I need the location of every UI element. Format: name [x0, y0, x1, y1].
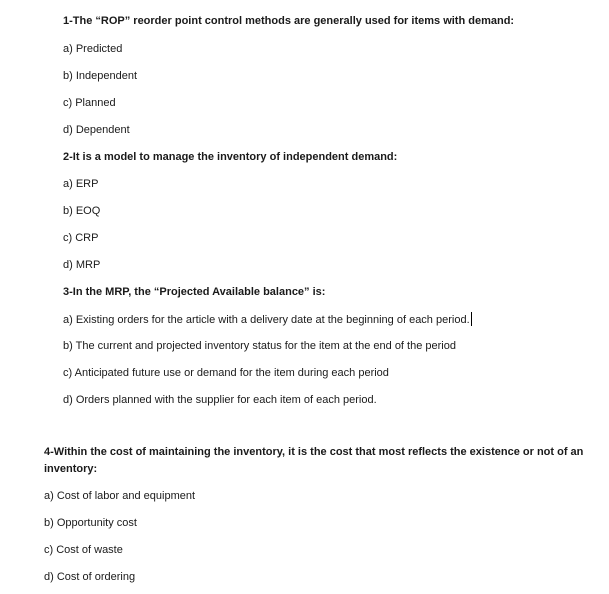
- question-3: 3-In the MRP, the “Projected Available balance” is:: [63, 286, 326, 298]
- option-1b: b) Independent: [63, 70, 138, 82]
- option-3a-row: [63, 312, 472, 327]
- option-4b: b) Opportunity cost: [44, 517, 137, 529]
- option-3c: c) Anticipated future use or demand for the item during each period: [63, 367, 389, 379]
- question-2: 2-It is a model to manage the inventory of independent demand:: [63, 151, 398, 163]
- question-1: 1-The “ROP” reorder point control methods are generally used for items with demand:: [63, 15, 515, 27]
- option-3a: a) Existing orders for the article with a delivery date at the beginning of each period.: [63, 314, 470, 326]
- option-1c: c) Planned: [63, 97, 116, 109]
- text-cursor: [471, 312, 472, 326]
- option-3d: d) Orders planned with the supplier for each item of each period.: [63, 394, 377, 406]
- question-4: 4-Within the cost of maintaining the inventory, it is the cost that most reflects the existence or not of an inventory:: [44, 446, 584, 475]
- option-2d: d) MRP: [63, 259, 101, 271]
- option-4c: c) Cost of waste: [44, 544, 123, 556]
- option-1d: d) Dependent: [63, 124, 130, 136]
- option-2c: c) CRP: [63, 232, 99, 244]
- option-4d: d) Cost of ordering: [44, 571, 136, 583]
- option-2b: b) EOQ: [63, 205, 101, 217]
- option-1a: a) Predicted: [63, 43, 123, 55]
- option-4a: a) Cost of labor and equipment: [44, 490, 196, 502]
- option-2a: a) ERP: [63, 178, 99, 190]
- option-3b: b) The current and projected inventory status for the item at the end of the period: [63, 340, 456, 352]
